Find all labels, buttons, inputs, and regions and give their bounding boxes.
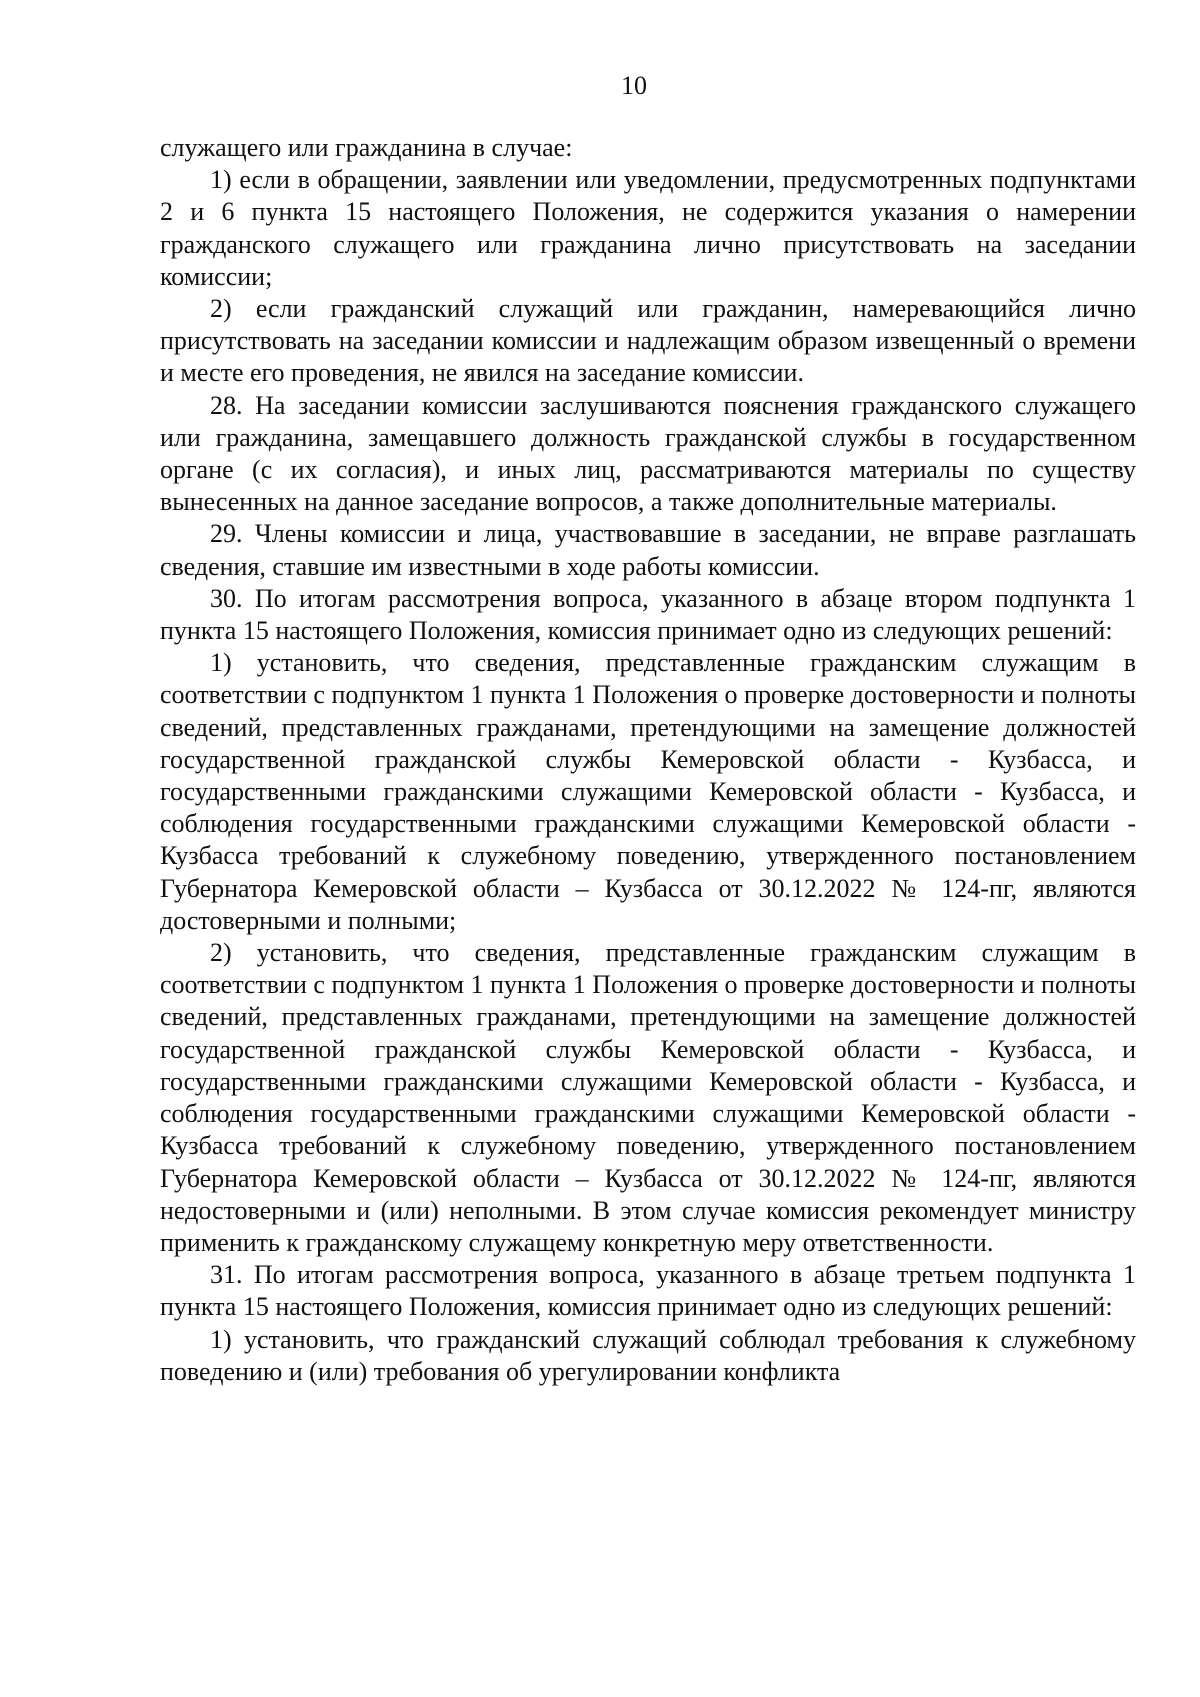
page-number: 10 bbox=[621, 71, 647, 100]
paragraph-31-item-1: 1) установить, что гражданский служащий соблюдал требования к служебному поведению и (или) требования об урегулировании конфликта bbox=[160, 1324, 1136, 1386]
paragraph-item-2: 2) если гражданский служащий или гражданин, намеревающийся лично присутствовать на заседании комиссии и надлежащим образом извещенный о времени и месте его проведения, не явился на заседание комиссии. bbox=[160, 294, 1136, 388]
paragraph-28: 28. На заседании комиссии заслушиваются пояснения гражданского служащего или гражданина, замещавшего должность гражданской службы в государственном органе (с их согласия), и иных лиц, рассматриваются материалы по существу вынесенных на данное заседание вопросов, а также дополнительные материалы. bbox=[160, 390, 1136, 517]
paragraph-29: 29. Члены комиссии и лица, участвовавшие в заседании, не вправе разглашать сведения, ставшие им известными в ходе работы комиссии. bbox=[160, 519, 1136, 581]
document-body bbox=[160, 132, 1136, 1388]
paragraph-30: 30. По итогам рассмотрения вопроса, указанного в абзаце втором подпункта 1 пункта 15 настоящего Положения, комиссия принимает одно из следующих решений: bbox=[160, 583, 1136, 646]
paragraph-30-item-1: 1) установить, что сведения, представленные гражданским служащим в соответствии с подпунктом 1 пункта 1 Положения о проверке достоверности и полноты сведений, представленных гражданами, претендующими на замещение должностей государственной гражданской службы Кемеровской области - Кузбасса, и государственными гражданскими служащими Кемеровской области - Кузбасса, и соблюдения государственными гражданскими служащими Кемеровской области - Кузбасса требований к служебному поведению, утвержденного постановлением Губернатора Кемеровской области – Кузбасса от 30.12.2022 № 124-пг, являются достоверными и полными; bbox=[160, 648, 1136, 935]
paragraph-30-item-2: 2) установить, что сведения, представленные гражданским служащим в соответствии с подпунктом 1 пункта 1 Положения о проверке достоверности и полноты сведений, представленных гражданами, претендующими на замещение должностей государственной гражданской службы Кемеровской области - Кузбасса, и государственными гражданскими служащими Кемеровской области - Кузбасса, и соблюдения государственными гражданскими служащими Кемеровской области - Кузбасса требований к служебному поведению, утвержденного постановлением Губернатора Кемеровской области – Кузбасса от 30.12.2022 № 124-пг, являются недостоверными и (или) неполными. В этом случае комиссия рекомендует министру применить к гражданскому служащему конкретную меру ответственности. bbox=[160, 938, 1136, 1257]
paragraph-31: 31. По итогам рассмотрения вопроса, указанного в абзаце третьем подпункта 1 пункта 15 настоящего Положения, комиссия принимает одно из следующих решений: bbox=[160, 1260, 1136, 1322]
paragraph-continuation: служащего или гражданина в случае: bbox=[160, 133, 573, 162]
paragraph-item-1: 1) если в обращении, заявлении или уведомлении, предусмотренных подпунктами 2 и 6 пункта 15 настоящего Положения, не содержится указания о намерении гражданского служащего или гражданина лично присутствовать на заседании комиссии; bbox=[160, 165, 1136, 291]
